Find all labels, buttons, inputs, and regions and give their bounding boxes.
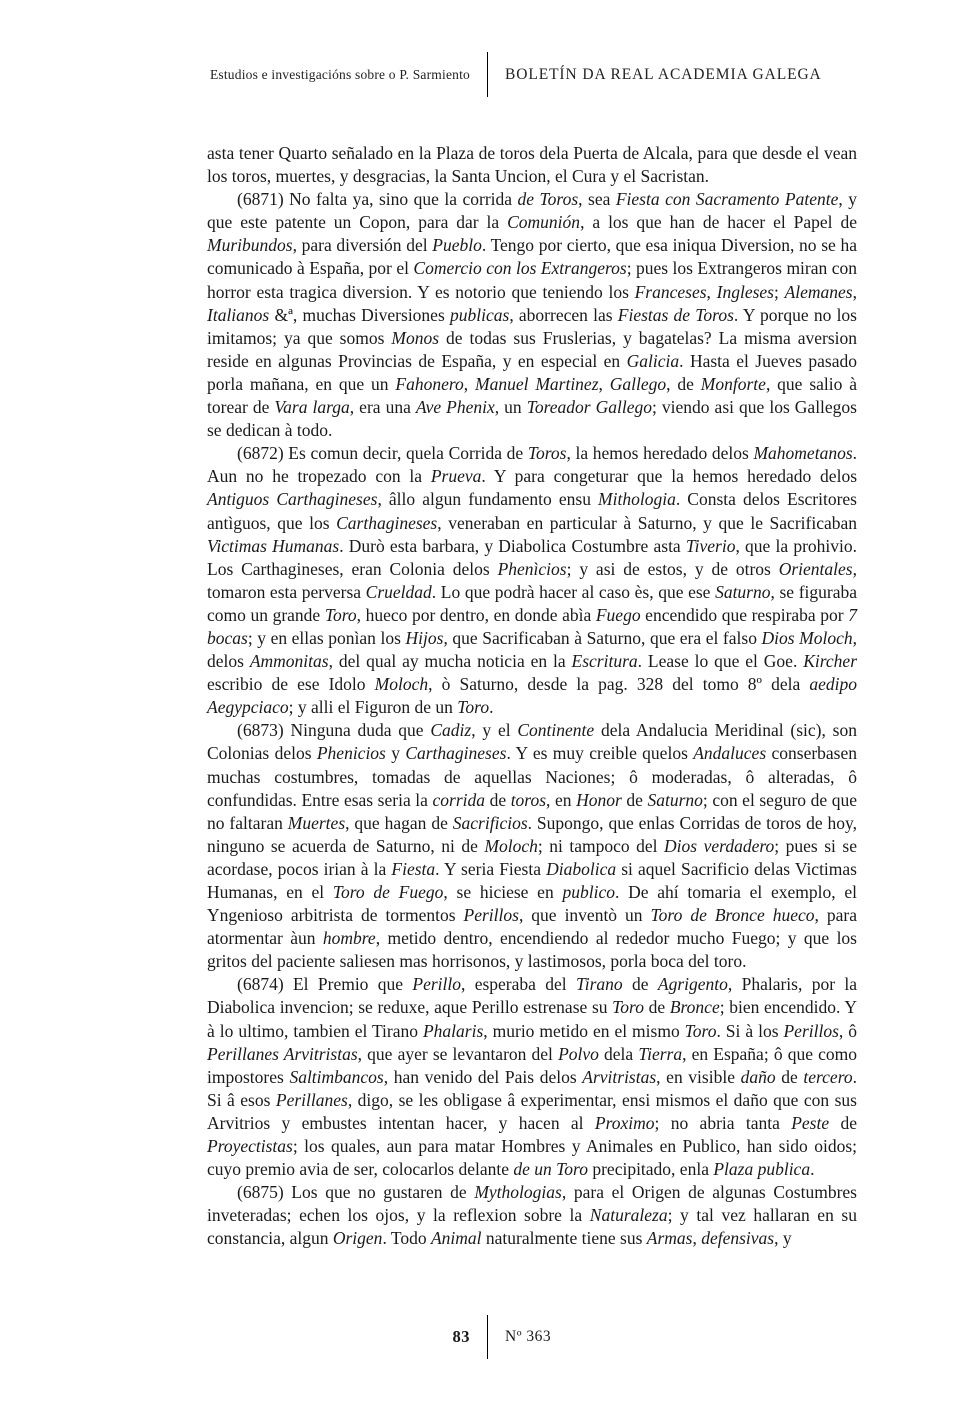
italic-segment: Gallego xyxy=(609,373,667,394)
text-segment: , xyxy=(598,373,610,394)
text-segment: , que inventò un xyxy=(518,905,651,926)
italic-segment: Andaluces xyxy=(693,743,767,764)
text-segment: ; viendo asi que los Gallegos se dedican à todo. xyxy=(207,397,857,441)
text-segment: si aquel Sacrificio delas Victimas Humanas, en el xyxy=(207,858,857,902)
text-segment: (6871) No falta ya, sino que la corrida xyxy=(237,189,518,210)
running-head-right: BOLETÍN DA REAL ACADEMIA GALEGA xyxy=(505,65,822,83)
text-segment: , y el xyxy=(471,720,518,741)
text-segment: , en xyxy=(546,789,577,810)
italic-segment: Escritura xyxy=(571,651,638,672)
italic-segment: Mythologias xyxy=(474,1182,562,1203)
italic-segment: Carthagineses xyxy=(336,512,438,533)
italic-segment: Plaza publica xyxy=(713,1159,811,1180)
italic-segment: daño xyxy=(740,1066,776,1087)
text-segment: . Aun no he tropezado con la xyxy=(207,443,857,487)
text-segment: , hueco por dentro, en donde abìa xyxy=(356,604,596,625)
text-segment: , que la prohivio. Los Carthagineses, eran Colonia delos xyxy=(207,535,857,579)
text-segment: (6872) Es comun decir, quela Corrida de xyxy=(237,443,528,464)
italic-segment: Moloch xyxy=(484,835,538,856)
text-segment: , que salio à torear de xyxy=(207,373,858,418)
italic-segment: Saturno xyxy=(647,789,703,810)
italic-segment: publicas xyxy=(450,304,510,325)
text-segment: y xyxy=(385,743,406,764)
text-segment: ; ni tampoco del xyxy=(537,835,665,856)
italic-segment: Perillos xyxy=(463,905,519,926)
text-segment: de xyxy=(622,974,658,995)
text-segment: de xyxy=(485,789,511,810)
italic-segment: Phenìcios xyxy=(497,558,567,579)
italic-segment: Ingleses xyxy=(716,281,774,302)
italic-segment: Orientales xyxy=(778,558,853,579)
text-segment: (6874) El Premio que xyxy=(237,974,413,995)
italic-segment: Fiesta xyxy=(391,858,436,879)
italic-segment: de un Toro xyxy=(513,1159,588,1180)
italic-segment: defensivas xyxy=(701,1228,775,1249)
italic-segment: Proyectistas xyxy=(207,1136,293,1157)
text-segment: , se hiciese en xyxy=(443,882,563,902)
italic-segment: Phalaris xyxy=(422,1020,484,1041)
text-segment: , Phalaris, por la Diabolica invencion; se reduxe, aque Perillo estrenase su xyxy=(207,974,857,1018)
issue-number: Nº 363 xyxy=(505,1328,552,1345)
text-segment: . Tengo por cierto, que esa iniqua Diversion, no se ha comunicado à España, por el xyxy=(207,235,857,279)
italic-segment: Mithologia xyxy=(598,489,676,510)
italic-segment: Dios verdadero xyxy=(664,835,775,856)
text-segment: . Hasta el Jueves pasado porla mañana, en que un xyxy=(207,350,857,394)
text-segment: , ô xyxy=(838,1020,857,1041)
italic-segment: Phenicios xyxy=(316,743,386,764)
text-segment: ; xyxy=(774,281,785,302)
italic-segment: Bronce xyxy=(669,997,720,1018)
text-segment: , digo, se les obligase â experimentar, ensi mismos el daño que con sus Arvitrios y embustes intentan hacer, y hacen al xyxy=(207,1089,857,1133)
italic-segment: Toro de Bronce hueco xyxy=(650,905,815,926)
italic-segment: Toreador Gallego xyxy=(526,397,652,418)
paragraph-continuation xyxy=(207,142,857,188)
italic-segment: Continente xyxy=(517,720,595,741)
page-header xyxy=(0,52,975,97)
text-segment: ; pues los Extrangeros miran con horror esta tragica diversion. Y es notorio que teniendo los xyxy=(207,258,857,302)
page-number: 83 xyxy=(452,1327,470,1346)
italic-segment: Dios Moloch xyxy=(761,627,853,648)
italic-segment: Carthagineses xyxy=(405,743,507,764)
italic-segment: Toros xyxy=(527,443,567,464)
italic-segment: Hijos xyxy=(405,627,444,648)
text-segment: ; y alli el Figuron de un xyxy=(288,697,458,718)
italic-segment: Proximo xyxy=(594,1112,655,1133)
text-segment: , xyxy=(706,281,717,302)
italic-segment: Fiesta con Sacramento Patente xyxy=(615,189,839,210)
text-segment: . Si à los xyxy=(716,1020,784,1041)
italic-segment: Sacrificios xyxy=(452,812,528,833)
italic-segment: Muribundos xyxy=(207,235,293,256)
text-segment: ; los quales, aun para matar Hombres y Animales en Publico, han sido oidos; cuyo premio avia de ser, colocarlos delante xyxy=(207,1136,857,1180)
italic-segment: Tiverio xyxy=(685,535,736,556)
italic-segment: 7 bocas xyxy=(207,604,857,648)
text-segment: , sea xyxy=(578,189,616,210)
italic-segment: Crueldad xyxy=(365,581,432,602)
text-segment: de xyxy=(775,1066,804,1087)
italic-segment: corrida xyxy=(432,789,486,810)
text-segment: (6873) Ninguna duda que xyxy=(237,720,431,741)
text-segment: , era una xyxy=(349,397,416,418)
text-segment: , en visible xyxy=(656,1066,741,1087)
italic-segment: Comercio con los Extrangeros xyxy=(413,258,627,279)
text-segment: . Si â esos xyxy=(207,1066,857,1110)
italic-segment: Muertes xyxy=(287,812,346,833)
italic-segment: Toro xyxy=(612,997,644,1018)
italic-segment: Manuel Martinez xyxy=(475,373,599,394)
text-segment: , a los que han de hacer el Papel de xyxy=(580,212,857,233)
text-segment: , delos xyxy=(207,627,857,672)
italic-segment: publico xyxy=(562,882,615,902)
text-segment: . De ahí tomaria el exemplo, el Yngenioso arbitrista de tormentos xyxy=(207,882,857,926)
text-segment: ; no abria tanta xyxy=(654,1112,792,1133)
italic-segment: Antiguos Carthagineses xyxy=(207,489,378,510)
text-segment: , y xyxy=(774,1228,792,1249)
text-segment: , tomaron esta perversa xyxy=(207,558,857,602)
italic-segment: Fuego xyxy=(595,604,641,625)
text-segment: . Todo xyxy=(382,1228,431,1249)
italic-segment: Tierra xyxy=(638,1043,683,1064)
text-segment: , esperaba del xyxy=(461,974,576,995)
italic-segment: Toro de Fuego xyxy=(332,882,444,902)
text-segment: de todas sus Fruslerias, y bagatelas? La misma aversion reside en algunas Provincias de España, y en especial en xyxy=(207,327,857,371)
italic-segment: Galicia xyxy=(626,350,680,371)
text-segment: , y que este patente un Copon, para dar la xyxy=(207,189,857,233)
paragraph-6871 xyxy=(207,188,857,442)
italic-segment: Italianos xyxy=(207,304,270,325)
italic-segment: Armas xyxy=(646,1228,693,1249)
italic-segment: Tirano xyxy=(575,974,623,995)
italic-segment: Monforte xyxy=(700,373,766,394)
italic-segment: Toro xyxy=(457,697,490,718)
italic-segment: Saturno xyxy=(715,581,771,602)
text-segment: . xyxy=(489,697,494,718)
text-segment: , xyxy=(463,373,475,394)
text-segment: de xyxy=(829,1112,857,1133)
text-segment: . Durò esta barbara, y Diabolica Costumbre asta xyxy=(339,535,686,556)
text-segment: , han venido del Pais delos xyxy=(383,1066,583,1087)
italic-segment: Ave Phenix xyxy=(415,397,495,418)
text-segment: . Supongo, que enlas Corridas de toros de hoy, ninguno se acuerda de Saturno, ni de xyxy=(207,812,858,856)
text-segment: de xyxy=(643,997,670,1018)
italic-segment: Moloch xyxy=(374,674,429,695)
text-segment: , murio metido en el mismo xyxy=(483,1020,685,1041)
text-segment: , que ayer se levantaron del xyxy=(357,1043,559,1064)
text-segment: conserbasen muchas costumbres, tomadas de aquellas Naciones; ô moderadas, ô alteradas, ô confundidas. Entre esas seria la xyxy=(207,743,858,810)
italic-segment: Agrigento xyxy=(657,974,728,995)
text-segment: ; bien encendido. Y à lo ultimo, tambien el Tirano xyxy=(207,997,857,1041)
text-segment: ; pues si se acordase, pocos irian à la xyxy=(207,835,857,879)
italic-segment: Perillanes Arvitristas xyxy=(207,1043,358,1064)
text-segment: . xyxy=(810,1159,815,1180)
text-segment: dela xyxy=(598,1043,639,1064)
paragraph-6875 xyxy=(207,1181,857,1250)
text-segment: &ª, muchas Diversiones xyxy=(269,304,450,325)
text-segment: , aborrecen las xyxy=(509,304,618,325)
page-footer xyxy=(0,1315,975,1359)
text-segment: , se figuraba como un grande xyxy=(207,581,857,625)
running-head-left: Estudios e investigacións sobre o P. Sarmiento xyxy=(209,66,470,82)
italic-segment: Fahonero xyxy=(395,373,464,394)
text-segment: . Lo que podrà hacer al caso ès, que ese xyxy=(431,581,716,602)
italic-segment: Perillanes xyxy=(275,1089,348,1110)
italic-segment: Animal xyxy=(430,1228,482,1249)
text-segment: , xyxy=(852,281,857,302)
text-segment: , metido dentro, encendiendo al rededor mucho Fuego; y que los gritos del paciente saliesen mas horrisonos, y lastimosos, porla boca del toro. xyxy=(207,928,857,972)
italic-segment: Saltimbancos xyxy=(289,1066,384,1087)
text-segment: naturalmente tiene sus xyxy=(481,1228,647,1249)
italic-segment: Perillo xyxy=(412,974,461,995)
text-segment: ; con el seguro de que no faltaran xyxy=(207,789,857,833)
italic-segment: Perillos xyxy=(783,1020,839,1041)
text-segment: , ò Saturno, desde la pag. 328 del tomo 8º dela xyxy=(428,674,810,695)
text-segment: , âllo algun fundamento ensu xyxy=(377,489,599,510)
text-segment: asta tener Quarto señalado en la Plaza de toros dela Puerta de Alcala, para que desde el vean los toros, muertes, y desgracias, la Santa Uncion, el Cura y el Sacristan. xyxy=(207,143,857,187)
text-segment: . Y para congeturar que la hemos heredado delos xyxy=(481,466,858,487)
italic-segment: Vara larga xyxy=(274,397,350,418)
text-body xyxy=(207,142,857,1251)
italic-segment: Naturaleza xyxy=(589,1205,668,1226)
text-segment: dela Andalucia Meridinal (sic), son Colonias delos xyxy=(207,720,857,764)
text-segment: , xyxy=(692,1228,702,1249)
italic-segment: Pueblo xyxy=(432,235,482,256)
text-segment: . Lease lo que el Goe. xyxy=(637,651,804,672)
italic-segment: Toro xyxy=(684,1020,717,1041)
text-segment: , en España; ô que como impostores xyxy=(207,1043,857,1087)
italic-segment: Origen xyxy=(332,1228,383,1249)
italic-segment: Toro xyxy=(324,604,357,625)
italic-segment: Prueva xyxy=(430,466,482,487)
text-segment: , para diversión del xyxy=(292,235,433,256)
text-segment: . Y porque no los imitamos; ya que somos xyxy=(207,304,857,348)
italic-segment: toros xyxy=(510,789,547,810)
italic-segment: Cadiz xyxy=(430,720,472,741)
text-segment: . Y seria Fiesta xyxy=(435,858,547,879)
italic-segment: Comunión xyxy=(507,212,581,233)
text-segment: , veneraban en particular à Saturno, y que le Sacrificaban xyxy=(437,512,857,533)
text-segment: , para el Origen de algunas Costumbres inveteradas; echen los ojos, y la reflexion sobre la xyxy=(207,1182,857,1226)
italic-segment: Mahometanos xyxy=(753,443,853,464)
text-segment: ; y tal vez hallaran en su constancia, algun xyxy=(207,1205,857,1249)
italic-segment: Franceses xyxy=(634,281,707,302)
text-segment: , del qual ay mucha noticia en la xyxy=(328,651,572,672)
text-segment: , de xyxy=(666,373,701,394)
text-segment: . Y es muy creible quelos xyxy=(506,743,694,764)
text-segment: . Consta delos Escritores antìguos, que los xyxy=(207,489,857,533)
italic-segment: Monos xyxy=(391,327,440,348)
text-segment: de xyxy=(621,789,648,810)
italic-segment: Kircher xyxy=(803,651,858,672)
italic-segment: Arvitristas xyxy=(582,1066,657,1087)
text-segment: , que hagan de xyxy=(345,812,453,833)
italic-segment: Diabolica xyxy=(546,858,617,879)
italic-segment: Victimas Humanas xyxy=(207,535,340,556)
italic-segment: Polvo xyxy=(558,1043,599,1064)
text-segment: ; y asi de estos, y de otros xyxy=(566,558,779,579)
paragraph-6873 xyxy=(207,719,857,973)
italic-segment: Ammonitas xyxy=(249,651,329,672)
italic-segment: Alemanes xyxy=(784,281,853,302)
text-segment: encendido que respiraba por xyxy=(640,604,849,625)
text-segment: (6875) Los que no gustaren de xyxy=(237,1182,475,1203)
italic-segment: tercero xyxy=(803,1066,853,1087)
text-segment: , para atormentar àun xyxy=(207,905,857,949)
text-segment: ; y en ellas ponìan los xyxy=(247,627,406,648)
paragraph-6872 xyxy=(207,442,857,719)
text-segment: , que Sacrificaban à Saturno, que era el falso xyxy=(443,627,762,648)
italic-segment: de Toros xyxy=(517,189,579,210)
italic-segment: aedipo Aegypciaco xyxy=(207,674,857,718)
italic-segment: hombre xyxy=(322,928,376,949)
text-segment: escribio de ese Idolo xyxy=(207,674,375,695)
paragraph-6874 xyxy=(207,973,857,1181)
italic-segment: Honor xyxy=(576,789,622,810)
italic-segment: Fiestas de Toros xyxy=(617,304,734,325)
text-segment: , la hemos heredado delos xyxy=(566,443,754,464)
text-segment: , un xyxy=(494,397,527,418)
text-segment: precipitado, enla xyxy=(587,1159,714,1180)
italic-segment: Peste xyxy=(791,1112,830,1133)
